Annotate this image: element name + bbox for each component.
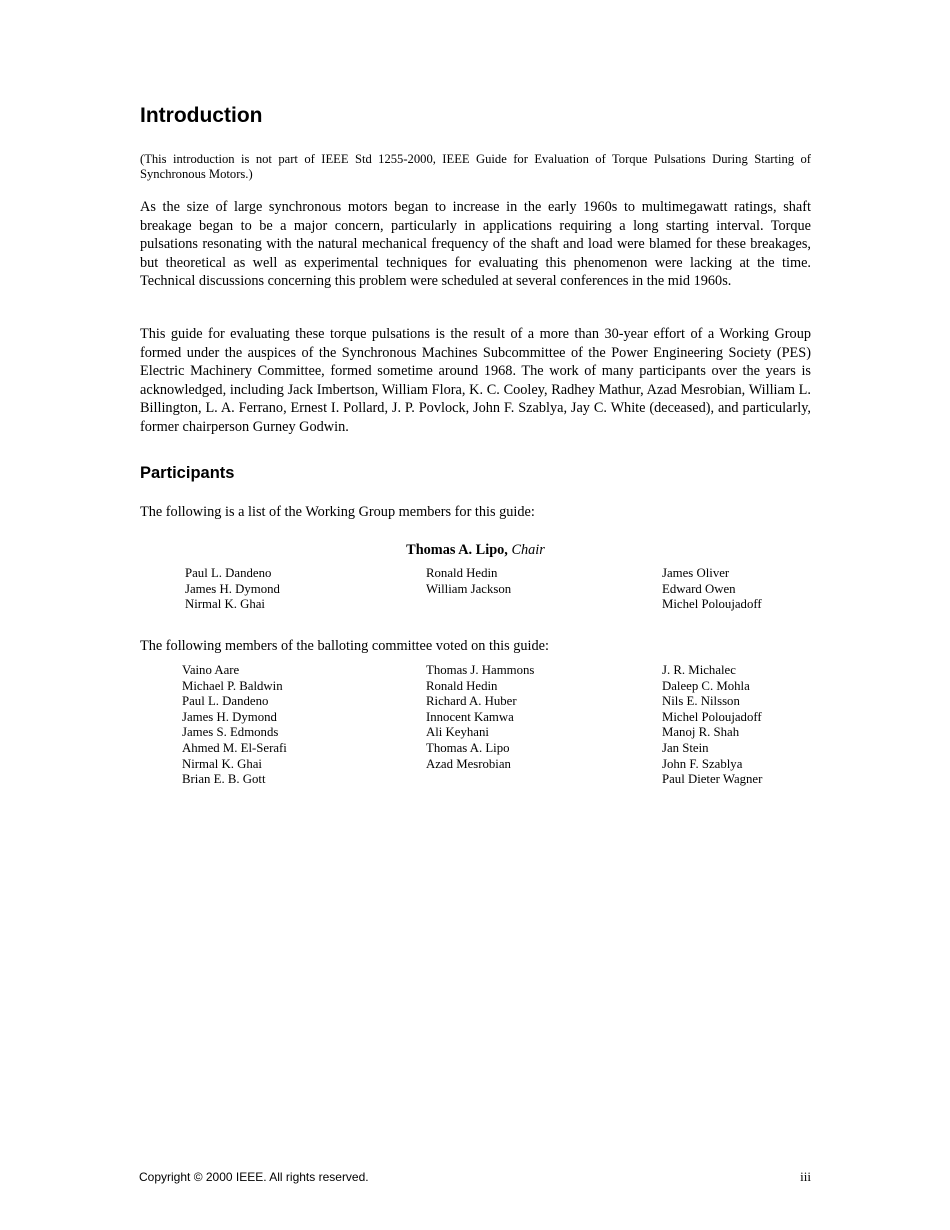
member-name: James Oliver <box>662 566 730 580</box>
member-name: William Jackson <box>426 581 512 596</box>
member-name: Manoj R. Shah <box>662 725 740 740</box>
member-name: Paul L. Dandeno <box>185 566 272 580</box>
member-name: Paul L. Dandeno <box>182 694 269 709</box>
member-name: Michel Poloujadoff <box>662 597 762 612</box>
working-group-column-3 <box>662 566 762 613</box>
balloting-committee-intro: The following members of the balloting committee voted on this guide: <box>140 638 549 654</box>
member-name: J. R. Michalec <box>662 663 736 677</box>
member-name: Ali Keyhani <box>426 725 489 740</box>
member-name: Thomas J. Hammons <box>426 663 535 677</box>
introduction-paragraph-2: This guide for evaluating these torque pulsations is the result of a more than 30-year effort of a Working Group formed under the auspices of the Synchronous Machines Subcommittee of the Power Engineering Society (PES) Electric Machinery Committee, formed sometime around 1968. The work of many participants over the years is acknowledged, including Jack Imbertson, William Flora, K. C. Cooley, Radhey Mathur, Azad Mesrobian, William L. Billington, L. A. Ferrano, Ernest I. Pollard, J. P. Povlock, John F. Szablya, Jay C. White (deceased), and particularly, former chairperson Gurney Godwin. <box>140 326 811 435</box>
member-name: Azad Mesrobian <box>426 756 511 771</box>
member-name: Ahmed M. El-Serafi <box>182 740 287 755</box>
member-name: Nirmal K. Ghai <box>185 597 265 612</box>
member-name: Michel Poloujadoff <box>662 709 762 724</box>
ballot-column-3 <box>662 663 762 788</box>
member-name: John F. Szablya <box>662 756 743 771</box>
member-name: Thomas A. Lipo <box>426 740 510 755</box>
member-name: James H. Dymond <box>182 709 277 724</box>
working-group-intro: The following is a list of the Working Group members for this guide: <box>140 504 535 520</box>
member-name: Jan Stein <box>662 740 709 755</box>
working-group-column-1 <box>185 566 280 613</box>
member-name: Nirmal K. Ghai <box>182 756 262 771</box>
member-name: Paul Dieter Wagner <box>662 772 763 787</box>
ballot-column-1 <box>182 663 287 788</box>
member-name: Nils E. Nilsson <box>662 694 740 709</box>
participants-heading: Participants <box>140 464 235 482</box>
chair-line <box>140 541 811 559</box>
ballot-column-2 <box>426 663 534 772</box>
chair-role: Chair <box>511 542 545 558</box>
member-name: James S. Edmonds <box>182 725 279 740</box>
copyright-notice: Copyright © 2000 IEEE. All rights reserved. <box>139 1170 369 1184</box>
member-name: Innocent Kamwa <box>426 709 514 724</box>
page-number: iii <box>800 1169 811 1184</box>
member-name: James H. Dymond <box>185 581 280 596</box>
member-name: Michael P. Baldwin <box>182 678 283 693</box>
working-group-column-2 <box>426 566 511 597</box>
member-name: Richard A. Huber <box>426 694 517 709</box>
member-name: Ronald Hedin <box>426 566 498 580</box>
member-name: Daleep C. Mohla <box>662 678 750 693</box>
member-name: Edward Owen <box>662 581 736 596</box>
member-name: Ronald Hedin <box>426 678 498 693</box>
member-name: Vaino Aare <box>182 663 240 677</box>
member-name: Brian E. B. Gott <box>182 772 266 787</box>
chair-name: Thomas A. Lipo, <box>406 542 508 558</box>
introduction-heading: Introduction <box>140 104 263 127</box>
introduction-note: (This introduction is not part of IEEE Std 1255-2000, IEEE Guide for Evaluation of Torque Pulsations During Starting of Synchronous Motors.) <box>140 152 811 181</box>
introduction-paragraph-1: As the size of large synchronous motors began to increase in the early 1960s to multimegawatt ratings, shaft breakage began to be a major concern, particularly in applications requiring a long starting interval. Torque pulsations resonating with the natural mechanical frequency of the shaft and load were blamed for these breakages, but theoretical as well as experimental techniques for evaluating this phenomenon were lacking at the time. Technical discussions concerning this problem were scheduled at several conferences in the mid 1960s. <box>140 199 811 290</box>
